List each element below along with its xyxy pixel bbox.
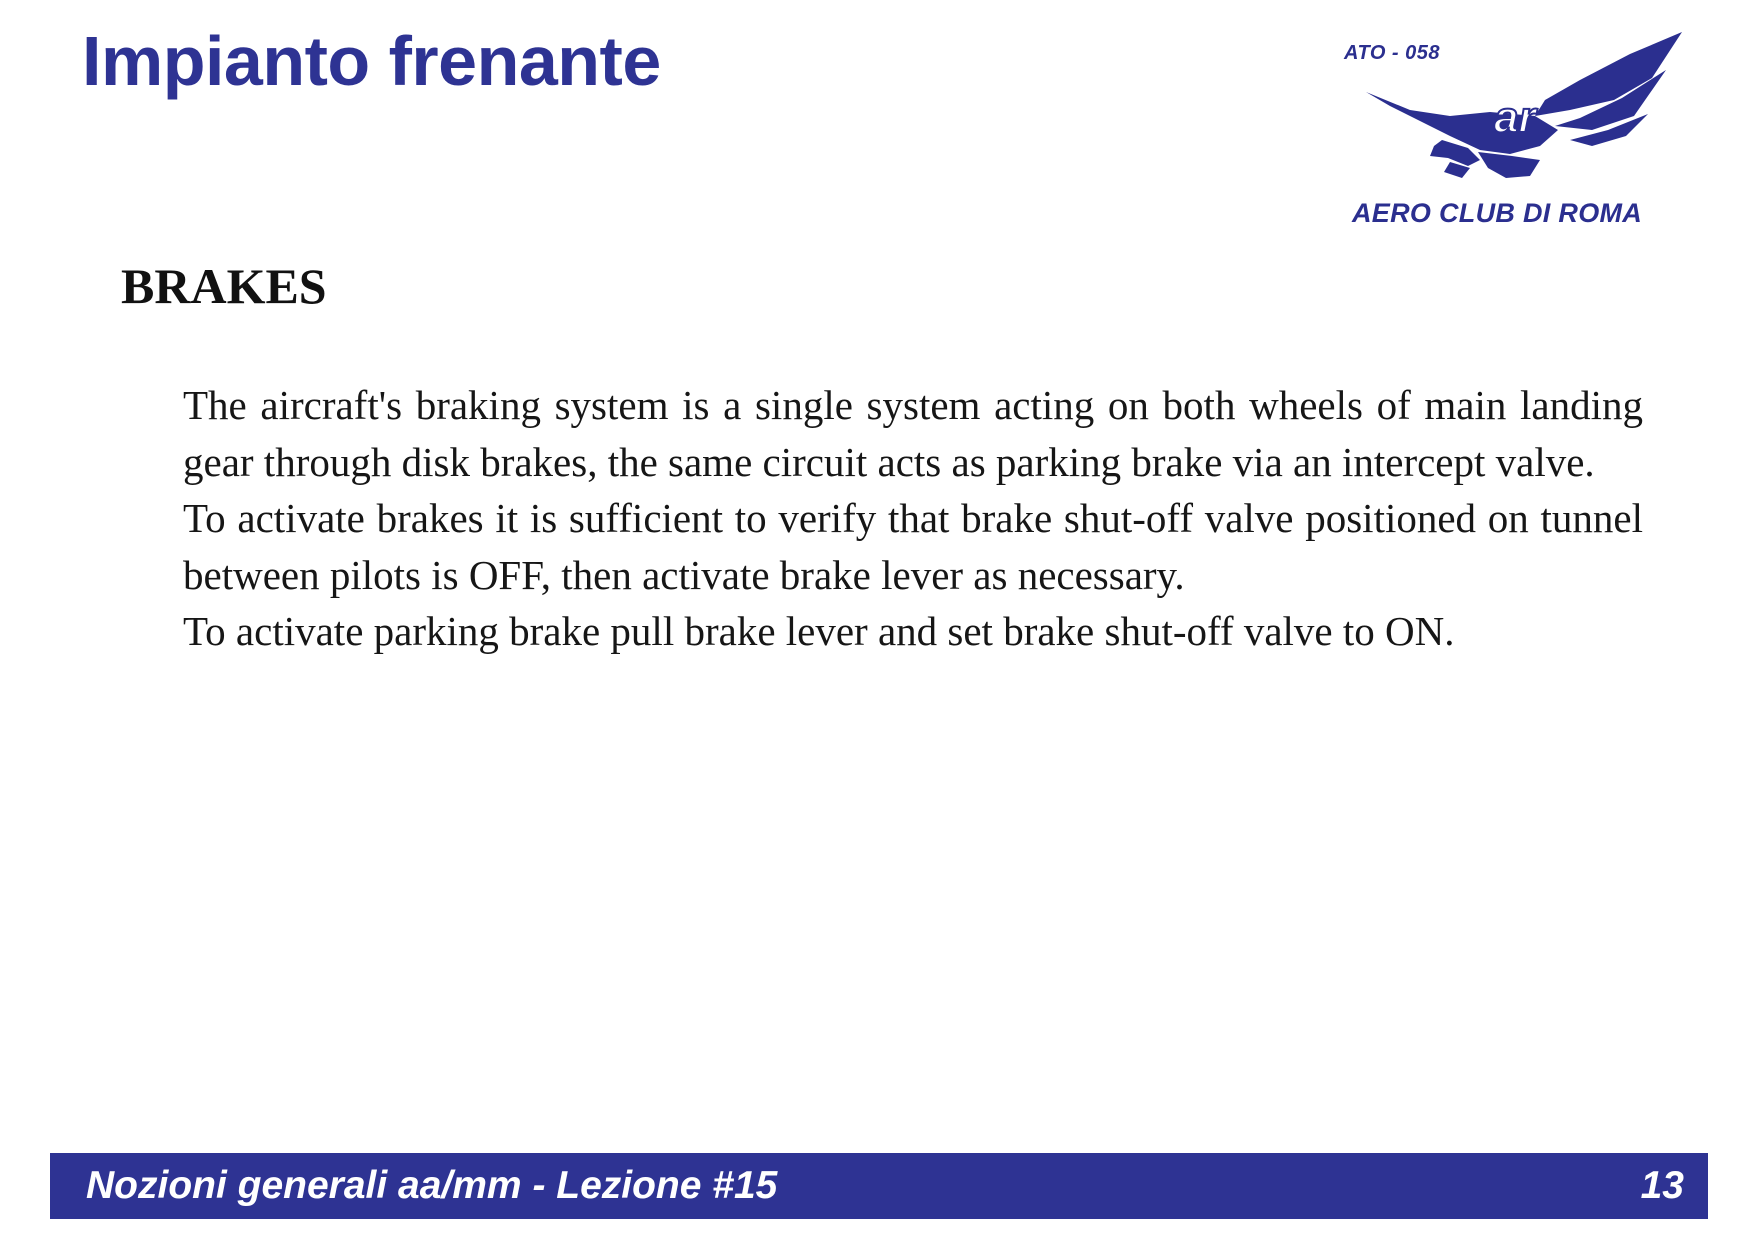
- logo-monogram: ar: [1494, 93, 1536, 142]
- document-paragraph: To activate parking brake pull brake lever and set brake shut-off valve to ON.: [183, 608, 1455, 654]
- footer-bar: [50, 1153, 1708, 1219]
- document-body: [183, 377, 1643, 660]
- document-paragraph: To activate brakes it is sufficient to verify that brake shut-off valve positioned on tunnel between pilots is OFF, then activate brake lever as necessary.: [183, 495, 1643, 598]
- logo-club-name: AERO CLUB DI ROMA: [1352, 198, 1643, 228]
- page-number: 13: [1640, 1164, 1684, 1207]
- aero-club-logo: [1330, 28, 1700, 238]
- document-paragraph: The aircraft's braking system is a single system acting on both wheels of main landing gear through disk brakes, the same circuit acts as parking brake via an intercept valve.: [183, 382, 1643, 485]
- logo-code: ATO - 058: [1344, 42, 1441, 64]
- footer-text: Nozioni generali aa/mm - Lezione #15: [86, 1164, 778, 1207]
- slide-title: Impianto frenante: [82, 22, 661, 100]
- document-heading: BRAKES: [121, 258, 327, 314]
